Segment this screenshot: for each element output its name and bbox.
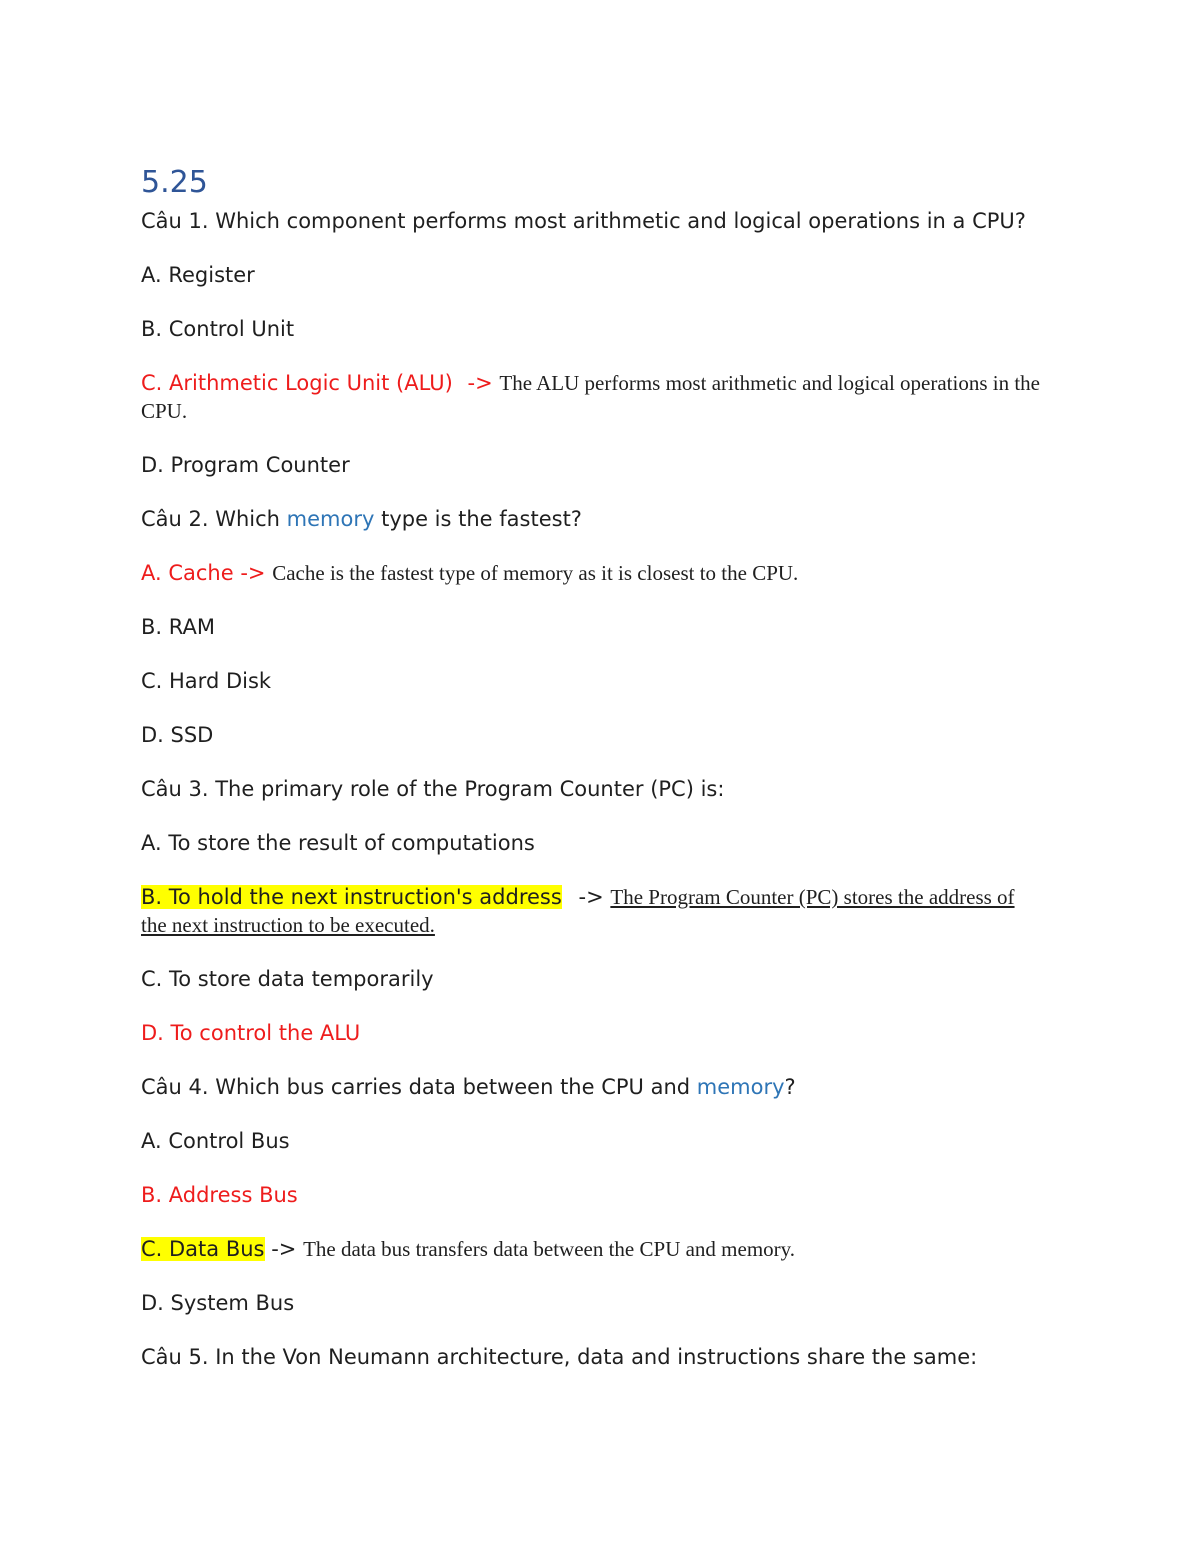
question-1: Câu 1. Which component performs most arithmetic and logical operations in a CPU? [141, 209, 1026, 233]
q3-option-a: A. To store the result of computations [141, 831, 535, 855]
q4-option-d: D. System Bus [141, 1291, 295, 1315]
q1-option-a: A. Register [141, 263, 255, 287]
q4-option-b: B. Address Bus [141, 1183, 298, 1207]
q4-text-pre: Câu 4. Which bus carries data between the CPU and [141, 1075, 697, 1099]
q1-answer-arrow: -> [467, 371, 493, 395]
q4-answer-arrow: -> [271, 1237, 297, 1261]
q2-option-b: B. RAM [141, 615, 215, 639]
q1-option-d: D. Program Counter [141, 453, 350, 477]
q2-option-d: D. SSD [141, 723, 214, 747]
q1-option-b: B. Control Unit [141, 317, 295, 341]
q2-explanation: Cache is the fastest type of memory as it is closest to the CPU. [272, 561, 799, 585]
q4-text-post: ? [784, 1075, 796, 1099]
q2-answer-arrow: -> [240, 561, 266, 585]
q1-option-c [141, 369, 1041, 425]
q3-explanation: The Program Counter (PC) stores the address of the next instruction to be executed. [141, 885, 1015, 937]
q4-option-a: A. Control Bus [141, 1129, 290, 1153]
question-5: Câu 5. In the Von Neumann architecture, data and instructions share the same: [141, 1345, 978, 1369]
q3-option-d: D. To control the ALU [141, 1021, 361, 1045]
q3-option-b [141, 883, 1041, 939]
q1-explanation: The ALU performs most arithmetic and logical operations in the CPU. [141, 371, 1040, 423]
q4-option-c-label: C. Data Bus [141, 1237, 265, 1261]
q4-memory-link[interactable]: memory [696, 1075, 785, 1099]
section-heading: 5.25 [141, 165, 208, 200]
question-3: Câu 3. The primary role of the Program Counter (PC) is: [141, 777, 725, 801]
q2-text-pre: Câu 2. Which [141, 507, 287, 531]
q3-option-b-label: B. To hold the next instruction's address [141, 885, 562, 909]
q2-option-a-label: A. Cache [141, 561, 234, 585]
q2-text-post: type is the fastest? [374, 507, 582, 531]
document-content [141, 165, 1041, 1397]
q2-option-c: C. Hard Disk [141, 669, 272, 693]
q2-memory-link[interactable]: memory [286, 507, 375, 531]
q4-explanation: The data bus transfers data between the CPU and memory. [303, 1237, 796, 1261]
q1-option-c-label: C. Arithmetic Logic Unit (ALU) [141, 371, 453, 395]
question-4 [141, 1073, 1041, 1101]
q4-option-c [141, 1235, 1041, 1263]
question-2 [141, 505, 1041, 533]
q3-option-c: C. To store data temporarily [141, 967, 434, 991]
q2-option-a [141, 559, 1041, 587]
q3-answer-arrow: -> [578, 885, 604, 909]
